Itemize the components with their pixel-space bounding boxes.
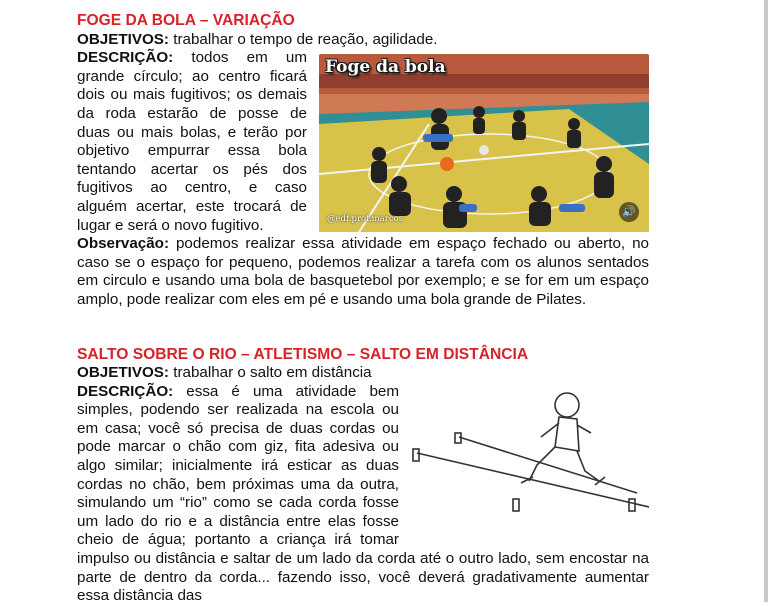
drawing-jump-rope xyxy=(409,389,649,539)
section-salto-sobre-o-rio xyxy=(77,346,649,606)
description-paragraph xyxy=(77,383,649,606)
section-title: FOGE DA BOLA – VARIAÇÃO xyxy=(77,12,295,29)
section-foge-da-bola xyxy=(77,0,649,310)
section-gap xyxy=(77,310,649,346)
objectives-label: OBJETIVOS: xyxy=(77,364,169,382)
photo-title: Foge da bola xyxy=(325,57,446,78)
objectives-label: OBJETIVOS: xyxy=(77,30,169,48)
description-label: DESCRIÇÃO: xyxy=(77,49,174,67)
objectives-line xyxy=(77,31,649,50)
observation-text: podemos realizar essa atividade em espaço fechado ou aberto, no caso se o espaço for pequeno, podemos realizar a tarefa com os alunos sentados em circulo e usando uma bola de basquetebol por exemplo; e se for em um espaço amplo, pode realizar com eles em pé e usando uma bola grande de Pilates. xyxy=(77,235,649,308)
description-text: essa é uma atividade bem simples, podendo ser realizada na escola ou em casa; você só precisa de duas cordas ou pode marcar o chão com giz, fita adesiva ou algo similar; inicialmente irá esticar as duas cordas no chão, bem próximas uma da outra, simulando um “rio” como se cada corda fosse um lado do rio e a distância entre elas fosse cheio de água; portanto a criança irá tomar impulso ou distância e saltar de um lado da corda até o outro lado, sem encostar na parte de dentro da corda... fazendo isso, você deverá gradativamente aumentar essa distância das xyxy=(77,382,649,605)
photo-handle: @edf.prof.marcos xyxy=(327,213,404,224)
description-paragraph xyxy=(77,49,649,309)
photo-illustration xyxy=(319,54,649,232)
photo-children-circle xyxy=(319,54,649,232)
section-title: SALTO SOBRE O RIO – ATLETISMO – SALTO EM DISTÂNCIA xyxy=(77,345,529,363)
illustration-child-jumping xyxy=(409,389,649,539)
page-edge xyxy=(764,0,768,602)
description-text: todos em um grande círculo; ao centro ficará dois ou mais fugitivos; os demais da roda estarão de posse de duas ou mais bolas, e terão por objetivo empurrar essa bola tentando acertar os pés dos fugitivos ao centro, e caso alguém acertar, este trocará de lugar e será o novo fugitivo. xyxy=(77,49,307,234)
observation-label: Observação: xyxy=(77,235,170,253)
objectives-line xyxy=(77,364,649,383)
volume-icon[interactable]: 🔊 xyxy=(619,202,639,222)
objectives-text: trabalhar o salto em distância xyxy=(169,364,372,382)
document-page xyxy=(77,0,649,606)
objectives-text: trabalhar o tempo de reação, agilidade. xyxy=(169,30,438,48)
description-label: DESCRIÇÃO: xyxy=(77,382,174,400)
